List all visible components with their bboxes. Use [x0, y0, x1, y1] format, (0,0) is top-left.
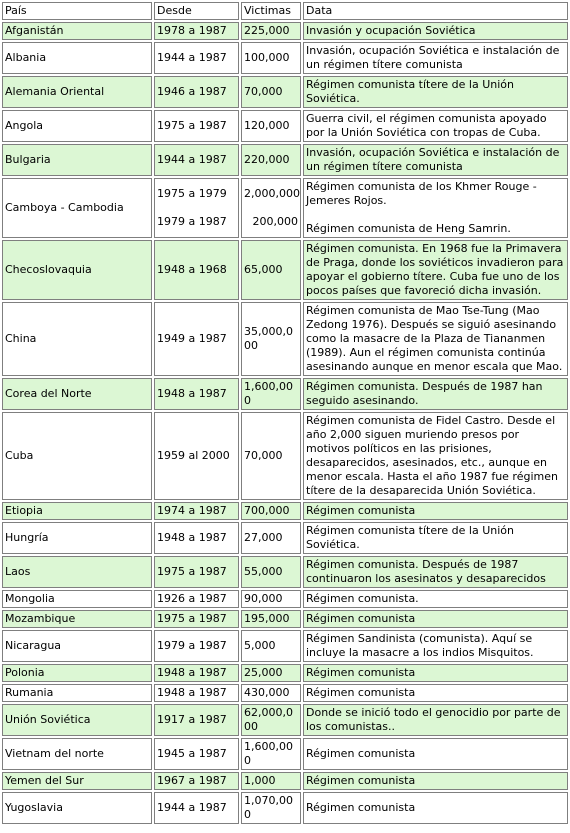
table-row [2, 412, 568, 500]
table-row [2, 684, 568, 702]
cell-data: Guerra civil, el régimen comunista apoyado por la Unión Soviética con tropas de Cuba. [303, 110, 568, 142]
cell-victims-line-2: 200,000 [252, 215, 298, 228]
table-row [2, 178, 568, 238]
cell-victims: 100,000 [241, 42, 301, 74]
header-country: País [2, 2, 152, 20]
table-row [2, 302, 568, 376]
cell-country: Afganistán [2, 22, 152, 40]
cell-since: 1979 a 1987 [154, 630, 239, 662]
cell-data: Donde se inició todo el genocidio por parte de los comunistas.. [303, 704, 568, 736]
cell-since: 1948 a 1987 [154, 378, 239, 410]
cell-since: 1959 al 2000 [154, 412, 239, 500]
cell-victims: 1,600,000 [241, 378, 301, 410]
cell-data: Invasión, ocupación Soviética e instalación de un régimen títere comunista [303, 42, 568, 74]
cell-since: 1944 a 1987 [154, 42, 239, 74]
cell-country: Angola [2, 110, 152, 142]
cell-country: Rumania [2, 684, 152, 702]
cell-country: Unión Soviética [2, 704, 152, 736]
cell-data-part-2: Régimen comunista de Heng Samrin. [306, 222, 511, 235]
cell-victims: 195,000 [241, 610, 301, 628]
table-row [2, 502, 568, 520]
cell-victims: 70,000 [241, 412, 301, 500]
cell-victims: 70,000 [241, 76, 301, 108]
cell-since: 1948 a 1987 [154, 684, 239, 702]
cell-victims: 25,000 [241, 664, 301, 682]
cell-since [154, 178, 239, 238]
header-since: Desde [154, 2, 239, 20]
cell-data: Régimen comunista de Mao Tse-Tung (Mao Zedong 1976). Después se siguió asesinando como la masacre de la Plaza de Tiananmen (1989). Aun el régimen comunista continúa asesinando aunque en menor escala que Mao. [303, 302, 568, 376]
cell-since: 1974 a 1987 [154, 502, 239, 520]
cell-country: Mongolia [2, 590, 152, 608]
cell-since-line-1: 1975 a 1979 [157, 187, 227, 200]
cell-victims: 55,000 [241, 556, 301, 588]
cell-country: Vietnam del norte [2, 738, 152, 770]
cell-country: Polonia [2, 664, 152, 682]
table-row [2, 556, 568, 588]
cell-victims: 1,000 [241, 772, 301, 790]
cell-data: Invasión, ocupación Soviética e instalación de un régimen títere comunista [303, 144, 568, 176]
cell-country: Yemen del Sur [2, 772, 152, 790]
cell-country: Camboya - Cambodia [2, 178, 152, 238]
cell-country: Alemania Oriental [2, 76, 152, 108]
cell-country: Laos [2, 556, 152, 588]
table-row [2, 704, 568, 736]
header-victims: Victimas [241, 2, 301, 20]
table-row [2, 610, 568, 628]
cell-data: Régimen comunista [303, 738, 568, 770]
table-row [2, 772, 568, 790]
cell-since: 1975 a 1987 [154, 110, 239, 142]
cell-victims: 90,000 [241, 590, 301, 608]
cell-country: Yugoslavia [2, 792, 152, 824]
cell-country: Albania [2, 42, 152, 74]
table-row [2, 792, 568, 824]
cell-since: 1948 a 1987 [154, 664, 239, 682]
header-data: Data [303, 2, 568, 20]
cell-data: Régimen comunista títere de la Unión Soviética. [303, 76, 568, 108]
cell-country: Corea del Norte [2, 378, 152, 410]
cell-since: 1945 a 1987 [154, 738, 239, 770]
cell-victims: 1,070,000 [241, 792, 301, 824]
table-row [2, 42, 568, 74]
cell-country: Nicaragua [2, 630, 152, 662]
cell-data: Régimen comunista. Después de 1987 han seguido asesinando. [303, 378, 568, 410]
table-row [2, 144, 568, 176]
cell-since: 1948 a 1987 [154, 522, 239, 554]
cell-country: Checoslovaquia [2, 240, 152, 300]
cell-victims: 5,000 [241, 630, 301, 662]
table-row [2, 22, 568, 40]
table-row [2, 240, 568, 300]
cell-victims: 120,000 [241, 110, 301, 142]
cell-data: Régimen comunista [303, 684, 568, 702]
cell-victims: 62,000,000 [241, 704, 301, 736]
table-row [2, 522, 568, 554]
cell-data: Régimen Sandinista (comunista). Aquí se incluye la masacre a los indios Misquitos. [303, 630, 568, 662]
table-row [2, 664, 568, 682]
table-row [2, 378, 568, 410]
cell-country: Hungría [2, 522, 152, 554]
cell-country: Etiopia [2, 502, 152, 520]
cell-since: 1926 a 1987 [154, 590, 239, 608]
cell-since: 1917 a 1987 [154, 704, 239, 736]
cell-data: Régimen comunista de Fidel Castro. Desde el año 2,000 siguen muriendo presos por motivos políticos en las prisiones, desaparecidos, asesinados, etc., aunque en menor escala. Hasta el año 1987 fue régimen títere de la desaparecida Unión Soviética. [303, 412, 568, 500]
cell-data: Régimen comunista. En 1968 fue la Primavera de Praga, donde los soviéticos invadieron para apoyar el gobierno títere. Cuba fue uno de los pocos países que favoreció dicha invasión. [303, 240, 568, 300]
cell-data: Régimen comunista [303, 610, 568, 628]
table-body [2, 22, 568, 824]
table-row [2, 630, 568, 662]
cell-victims: 65,000 [241, 240, 301, 300]
cell-since: 1967 a 1987 [154, 772, 239, 790]
cell-since: 1948 a 1968 [154, 240, 239, 300]
cell-since: 1946 a 1987 [154, 76, 239, 108]
cell-since-line-2: 1979 a 1987 [157, 215, 227, 228]
cell-country: China [2, 302, 152, 376]
cell-country: Bulgaria [2, 144, 152, 176]
cell-data: Régimen comunista [303, 772, 568, 790]
cell-data: Régimen comunista [303, 792, 568, 824]
cell-since: 1944 a 1987 [154, 144, 239, 176]
cell-victims: 430,000 [241, 684, 301, 702]
cell-data: Régimen comunista títere de la Unión Soviética. [303, 522, 568, 554]
cell-since: 1949 a 1987 [154, 302, 239, 376]
cell-data-part-1: Régimen comunista de los Khmer Rouge - Jemeres Rojos. [306, 180, 537, 207]
cell-country: Mozambique [2, 610, 152, 628]
cell-victims-line-1: 2,000,000 [244, 187, 300, 200]
cell-country: Cuba [2, 412, 152, 500]
cell-victims: 27,000 [241, 522, 301, 554]
cell-victims: 225,000 [241, 22, 301, 40]
cell-victims: 220,000 [241, 144, 301, 176]
cell-data [303, 178, 568, 238]
cell-victims: 700,000 [241, 502, 301, 520]
table-header-row [2, 2, 568, 20]
cell-since: 1975 a 1987 [154, 610, 239, 628]
cell-since: 1944 a 1987 [154, 792, 239, 824]
cell-data: Régimen comunista. Después de 1987 continuaron los asesinatos y desaparecidos [303, 556, 568, 588]
cell-since: 1978 a 1987 [154, 22, 239, 40]
cell-data: Régimen comunista. [303, 590, 568, 608]
cell-data: Invasión y ocupación Soviética [303, 22, 568, 40]
table-row [2, 590, 568, 608]
cell-data: Régimen comunista [303, 664, 568, 682]
cell-victims: 1,600,000 [241, 738, 301, 770]
table-row [2, 738, 568, 770]
cell-data: Régimen comunista [303, 502, 568, 520]
table-row [2, 76, 568, 108]
cell-victims [241, 178, 301, 238]
cell-victims: 35,000,000 [241, 302, 301, 376]
cell-since: 1975 a 1987 [154, 556, 239, 588]
table-row [2, 110, 568, 142]
